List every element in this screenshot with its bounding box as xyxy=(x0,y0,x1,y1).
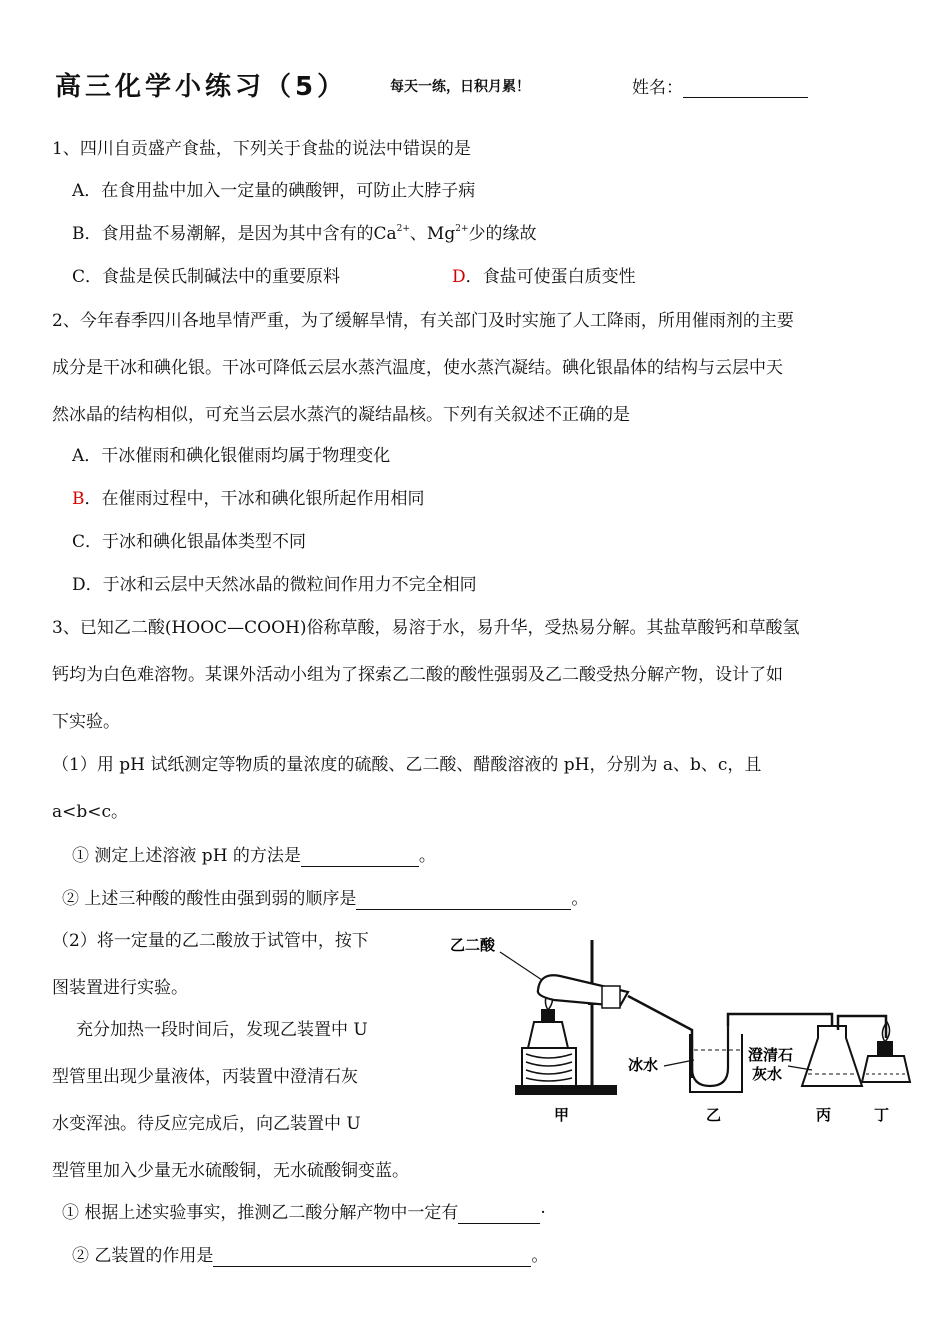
clamp xyxy=(602,986,620,1008)
q3-part2-line6: 型管里加入少量无水硫酸铜，无水硫酸铜变蓝。 xyxy=(52,1161,409,1181)
q2-stem-line2: 成分是干冰和碘化银。干冰可降低云层水蒸汽温度，使水蒸汽凝结。碘化银晶体的结构与云层中天 xyxy=(52,358,783,378)
name-field xyxy=(632,73,808,98)
label-bing: 丙 xyxy=(816,1106,832,1124)
q1-option-c: C．食盐是侯氏制碱法中的重要原料 xyxy=(72,267,341,287)
q3-stem-line2: 钙均为白色难溶物。某课外活动小组为了探索乙二酸的酸性强弱及乙二酸受热分解产物，设计了如 xyxy=(52,665,783,685)
apparatus-drawing xyxy=(442,930,912,1130)
motto: 每天一练，日积月累！ xyxy=(390,79,530,95)
label-jia: 甲 xyxy=(554,1106,570,1124)
q1-option-b: B．食用盐不易潮解，是因为其中含有的$Ca^{2+}$、$Mg^{2+}$少的缘故 xyxy=(72,224,537,244)
label-reagent: 乙二酸 xyxy=(450,936,496,954)
q3-part1-q2: ② 上述三种酸的酸性由强到弱的顺序是 。 xyxy=(62,889,589,909)
q3-part1-line1: （1）用 pH 试纸测定等物质的量浓度的硫酸、乙二酸、醋酸溶液的 pH，分别为 a、b、c，且 xyxy=(52,755,762,775)
label-limewater-2: 灰水 xyxy=(752,1065,783,1083)
q1-answer-mark: D xyxy=(452,267,466,287)
answer-blank-products[interactable] xyxy=(458,1205,540,1224)
burner-lamp xyxy=(862,1056,910,1082)
q2-stem-line3: 然冰晶的结构相似，可充当云层水蒸汽的凝结晶核。下列有关叙述不正确的是 xyxy=(52,405,630,425)
label-ice-water: 冰水 xyxy=(628,1056,659,1074)
q3-stem-line1: 3、已知乙二酸(HOOC—COOH)俗称草酸，易溶于水，易升华，受热易分解。其盐草酸钙和草酸氢 xyxy=(52,618,800,638)
q3-part2-line5: 水变浑浊。待反应完成后，向乙装置中 U xyxy=(52,1114,361,1134)
q3-part2-line3: 充分加热一段时间后，发现乙装置中 U xyxy=(76,1020,368,1040)
q2-option-b: B．在催雨过程中，干冰和碘化银所起作用相同 xyxy=(72,489,425,509)
q1-option-a: A．在食用盐中加入一定量的碘酸钾，可防止大脖子病 xyxy=(72,181,476,201)
q3-part2-line1: （2）将一定量的乙二酸放于试管中，按下 xyxy=(52,931,369,951)
label-ding: 丁 xyxy=(874,1106,890,1124)
q2-option-d: D．于冰和云层中天然冰晶的微粒间作用力不完全相同 xyxy=(72,575,477,595)
q3-part2-line4: 型管里出现少量液体，丙装置中澄清石灰 xyxy=(52,1067,358,1087)
answer-blank-acid-order[interactable] xyxy=(356,891,571,910)
q3-part2-q2: ② 乙装置的作用是 。 xyxy=(72,1246,549,1266)
conical-flask xyxy=(802,1026,862,1086)
q3-stem-line3: 下实验。 xyxy=(52,712,120,732)
q2-option-a: A．干冰催雨和碘化银催雨均属于物理变化 xyxy=(72,446,391,466)
alcohol-lamp xyxy=(528,1022,568,1048)
answer-blank-ph-method[interactable] xyxy=(301,848,419,867)
q2-answer-mark: B xyxy=(72,489,85,509)
label-limewater-1: 澄清石 xyxy=(748,1046,794,1064)
q1-option-d: D．食盐可使蛋白质变性 xyxy=(452,267,636,287)
q3-part1-line2: a<b<c。 xyxy=(52,802,129,822)
apparatus-diagram xyxy=(442,930,912,1130)
q3-part2-line2: 图装置进行实验。 xyxy=(52,978,188,998)
label-yi: 乙 xyxy=(706,1106,722,1124)
q1-stem: 1、四川自贡盛产食盐，下列关于食盐的说法中错误的是 xyxy=(52,139,471,159)
q3-part1-q1: ① 测定上述溶液 pH 的方法是 。 xyxy=(72,846,436,866)
u-tube xyxy=(692,1026,728,1086)
q3-part2-q1: ① 根据上述实验事实，推测乙二酸分解产物中一定有 · xyxy=(62,1203,546,1223)
q2-stem-line1: 2、今年春季四川各地旱情严重，为了缓解旱情，有关部门及时实施了人工降雨，所用催雨剂的主要 xyxy=(52,311,794,331)
page-title: 高三化学小练习（5） xyxy=(55,72,348,102)
stand-base xyxy=(516,1086,616,1094)
name-blank[interactable] xyxy=(683,79,808,98)
name-label: 姓名： xyxy=(632,78,683,98)
q2-option-c: C．于冰和碘化银晶体类型不同 xyxy=(72,532,307,552)
answer-blank-apparatus-purpose[interactable] xyxy=(213,1248,531,1267)
